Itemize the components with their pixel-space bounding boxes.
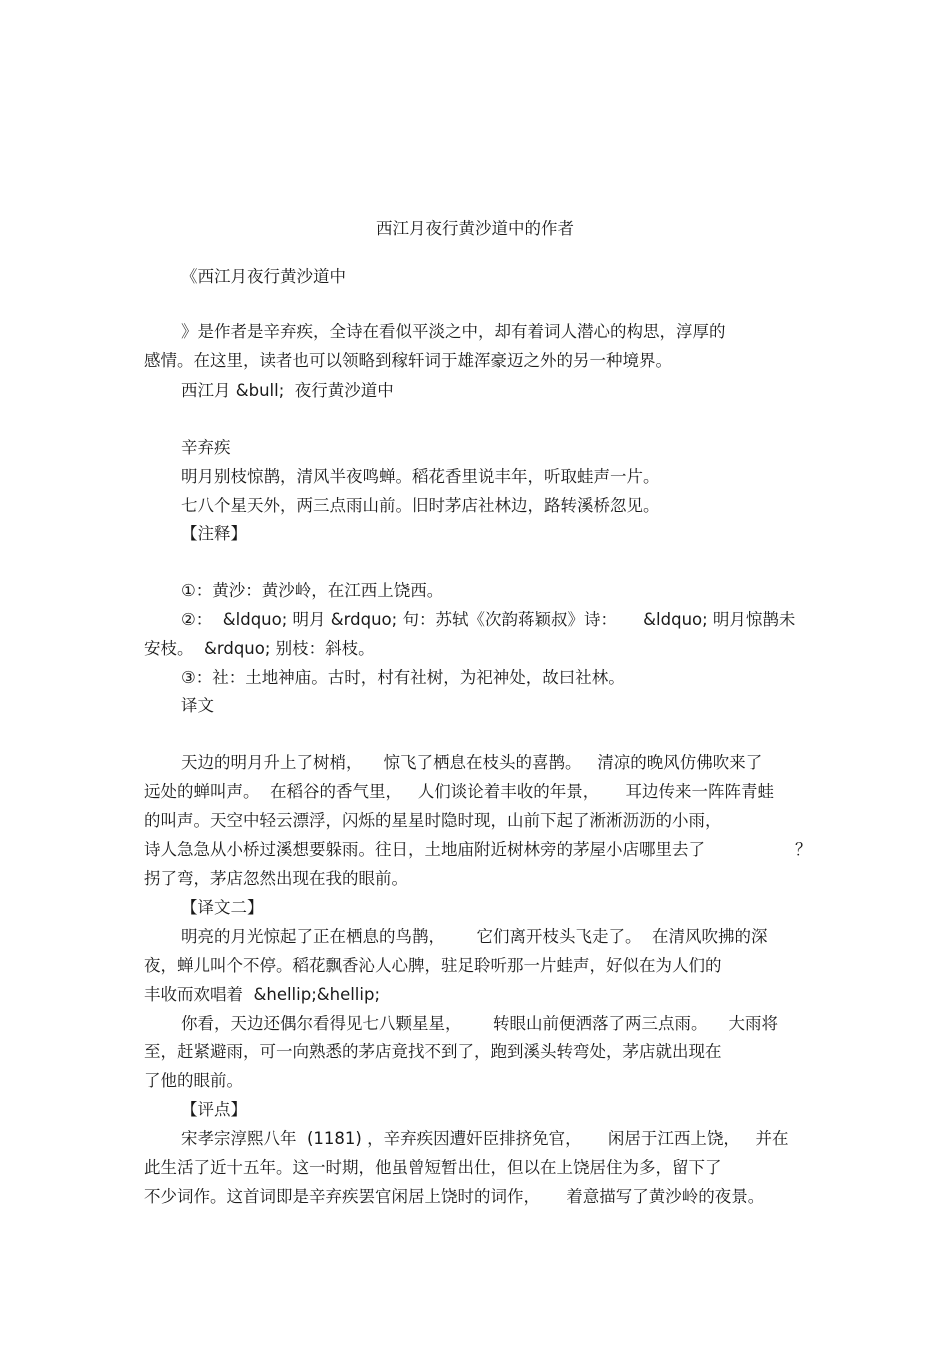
intro-line-1: 《西江月夜行黄沙道中 bbox=[181, 267, 346, 286]
translation2-line-2: 夜，蝉儿叫个不停。稻花飘香沁人心脾，驻足聆听那一片蛙声，好似在为人们的 bbox=[144, 956, 722, 975]
comment-line-2: 此生活了近十五年。这一时期，他虽曾短暂出仕，但以在上饶居住为多，留下了 bbox=[144, 1158, 722, 1177]
comment-heading: 【评点】 bbox=[181, 1100, 247, 1119]
translation-line-2: 远处的蝉叫声。 在稻谷的香气里， 人们谈论着丰收的年景， 耳边传来一阵阵青蛙 bbox=[144, 782, 774, 801]
note-3: ③：社：土地神庙。古时，村有社树，为祀神处，故曰社林。 bbox=[181, 668, 625, 687]
document-title: 西江月夜行黄沙道中的作者 bbox=[376, 219, 574, 238]
poem-author: 辛弃疾 bbox=[181, 438, 231, 457]
translation-line-5: 拐了弯，茅店忽然出现在我的眼前。 bbox=[144, 869, 408, 888]
translation-line-3: 的叫声。天空中轻云漂浮，闪烁的星星时隐时现，山前下起了淅淅沥沥的小雨， bbox=[144, 811, 722, 830]
notes-heading: 【注释】 bbox=[181, 524, 247, 543]
poem-heading: 西江月 &bull; 夜行黄沙道中 bbox=[181, 381, 394, 400]
translation-line-1: 天边的明月升上了树梢， 惊飞了栖息在枝头的喜鹊。 清凉的晚风仿佛吹来了 bbox=[181, 753, 763, 772]
translation2-line-4: 你看，天边还偶尔看得见七八颗星星， 转眼山前便洒落了两三点雨。 大雨将 bbox=[181, 1014, 778, 1033]
translation-heading: 译文 bbox=[181, 696, 214, 715]
note-1: ①：黄沙：黄沙岭，在江西上饶西。 bbox=[181, 581, 444, 600]
poem-line-1: 明月别枝惊鹊，清风半夜鸣蝉。稻花香里说丰年，听取蛙声一片。 bbox=[181, 467, 660, 486]
translation2-line-3: 丰收而欢唱着 &hellip;&hellip; bbox=[144, 985, 381, 1004]
comment-line-3: 不少词作。这首词即是辛弃疾罢官闲居上饶时的词作， 着意描写了黄沙岭的夜景。 bbox=[144, 1187, 765, 1206]
translation-line-4: 诗人急急从小桥过溪想要躲雨。往日，土地庙附近树林旁的茅屋小店哪里去了 bbox=[144, 840, 705, 859]
note-2-line-2: 安枝。 &rdquo; 别枝：斜枝。 bbox=[144, 639, 375, 658]
translation2-heading: 【译文二】 bbox=[181, 898, 264, 917]
translation-question-mark: ？ bbox=[795, 840, 812, 859]
poem-line-2: 七八个星天外，两三点雨山前。旧时茅店社林边，路转溪桥忽见。 bbox=[181, 496, 660, 515]
intro-line-2: 》是作者是辛弃疾，全诗在看似平淡之中，却有着词人潜心的构思，淳厚的 bbox=[181, 322, 726, 341]
translation2-line-6: 了他的眼前。 bbox=[144, 1071, 243, 1090]
translation2-line-5: 至，赶紧避雨，可一向熟悉的茅店竟找不到了，跑到溪头转弯处，茅店就出现在 bbox=[144, 1042, 722, 1061]
intro-line-3: 感情。在这里，读者也可以领略到稼轩词于雄浑豪迈之外的另一种境界。 bbox=[144, 351, 672, 370]
note-2-line-1: ②： &ldquo; 明月 &rdquo; 句：苏轼《次韵蒋颖叔》诗： &ldquo; 明月惊鹊未 bbox=[181, 610, 796, 629]
translation2-line-1: 明亮的月光惊起了正在栖息的鸟鹊， 它们离开枝头飞走了。 在清风吹拂的深 bbox=[181, 927, 768, 946]
comment-line-1: 宋孝宗淳熙八年 (1181) ，辛弃疾因遭奸臣排挤免官， 闲居于江西上饶， 并在 bbox=[181, 1129, 789, 1148]
